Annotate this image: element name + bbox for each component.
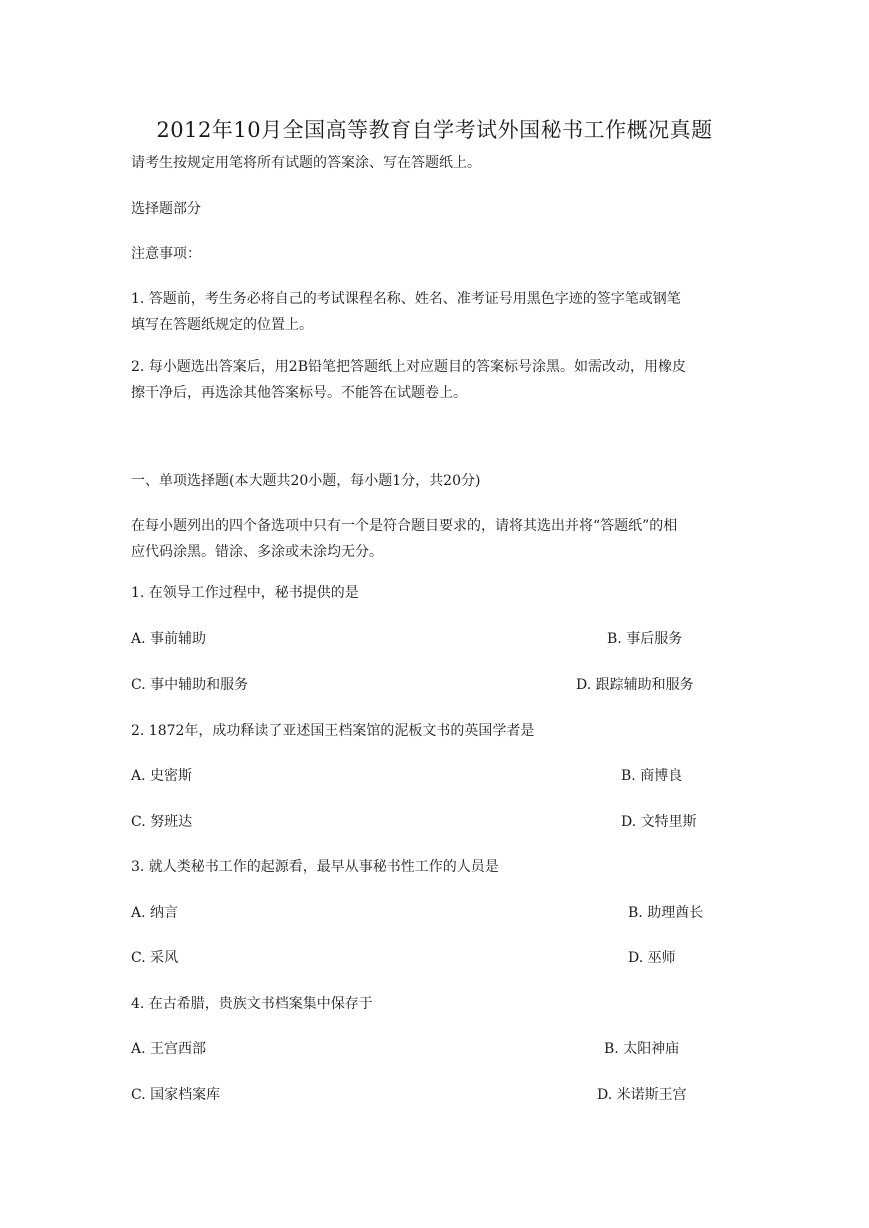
question-2-option-c: C. 努班达 bbox=[131, 814, 193, 830]
question-2-option-d: D. 文特里斯 bbox=[621, 814, 697, 830]
question-4-stem: 4. 在古希腊，贵族文书档案集中保存于 bbox=[131, 996, 373, 1012]
question-2-option-a: A. 史密斯 bbox=[131, 768, 193, 784]
question-2-stem: 2. 1872年，成功释读了亚述国王档案馆的泥板文书的英国学者是 bbox=[131, 723, 535, 739]
question-3-stem: 3. 就人类秘书工作的起源看，最早从事秘书性工作的人员是 bbox=[131, 859, 499, 875]
question-4-option-b: B. 太阳神庙 bbox=[604, 1041, 680, 1057]
question-1-option-a: A. 事前辅助 bbox=[131, 631, 207, 647]
question-4-option-a: A. 王宫西部 bbox=[131, 1041, 207, 1057]
notice-item-1 bbox=[131, 286, 741, 338]
question-4-option-c: C. 国家档案库 bbox=[131, 1087, 221, 1103]
notice-item-1-line-1: 1. 答题前，考生务必将自己的考试课程名称、姓名、准考证号用黑色字迹的签字笔或钢笔 bbox=[131, 291, 681, 307]
intro-text: 请考生按规定用笔将所有试题的答案涂、写在答题纸上。 bbox=[131, 155, 481, 171]
notice-item-2-line-2: 擦干净后，再选涂其他答案标号。不能答在试题卷上。 bbox=[131, 385, 467, 401]
question-3-option-d: D. 巫师 bbox=[628, 950, 676, 966]
notice-item-2 bbox=[131, 354, 741, 406]
question-3-option-b: B. 助理酋长 bbox=[628, 905, 704, 921]
part-heading: 选择题部分 bbox=[131, 201, 201, 217]
notice-item-1-line-2: 填写在答题纸规定的位置上。 bbox=[131, 317, 313, 333]
question-1-option-d: D. 跟踪辅助和服务 bbox=[576, 677, 694, 693]
question-1-option-c: C. 事中辅助和服务 bbox=[131, 677, 249, 693]
question-1-stem: 1. 在领导工作过程中，秘书提供的是 bbox=[131, 585, 359, 601]
section-instruction bbox=[131, 513, 741, 565]
notice-heading: 注意事项： bbox=[131, 246, 201, 262]
section-heading: 一、单项选择题(本大题共20小题，每小题1分，共20分) bbox=[131, 473, 481, 489]
notice-item-2-line-1: 2. 每小题选出答案后，用2B铅笔把答题纸上对应题目的答案标号涂黑。如需改动，用橡皮 bbox=[131, 359, 687, 375]
question-4-option-d: D. 米诺斯王宫 bbox=[597, 1087, 687, 1103]
section-instruction-line-2: 应代码涂黑。错涂、多涂或未涂均无分。 bbox=[131, 544, 383, 560]
question-2-option-b: B. 商博良 bbox=[621, 768, 683, 784]
question-1-option-b: B. 事后服务 bbox=[607, 631, 683, 647]
page-title: 2012年10月全国高等教育自学考试外国秘书工作概况真题 bbox=[156, 118, 713, 142]
section-instruction-line-1: 在每小题列出的四个备选项中只有一个是符合题目要求的，请将其选出并将“答题纸”的相 bbox=[131, 518, 678, 534]
question-3-option-c: C. 采风 bbox=[131, 950, 179, 966]
question-3-option-a: A. 纳言 bbox=[131, 905, 179, 921]
